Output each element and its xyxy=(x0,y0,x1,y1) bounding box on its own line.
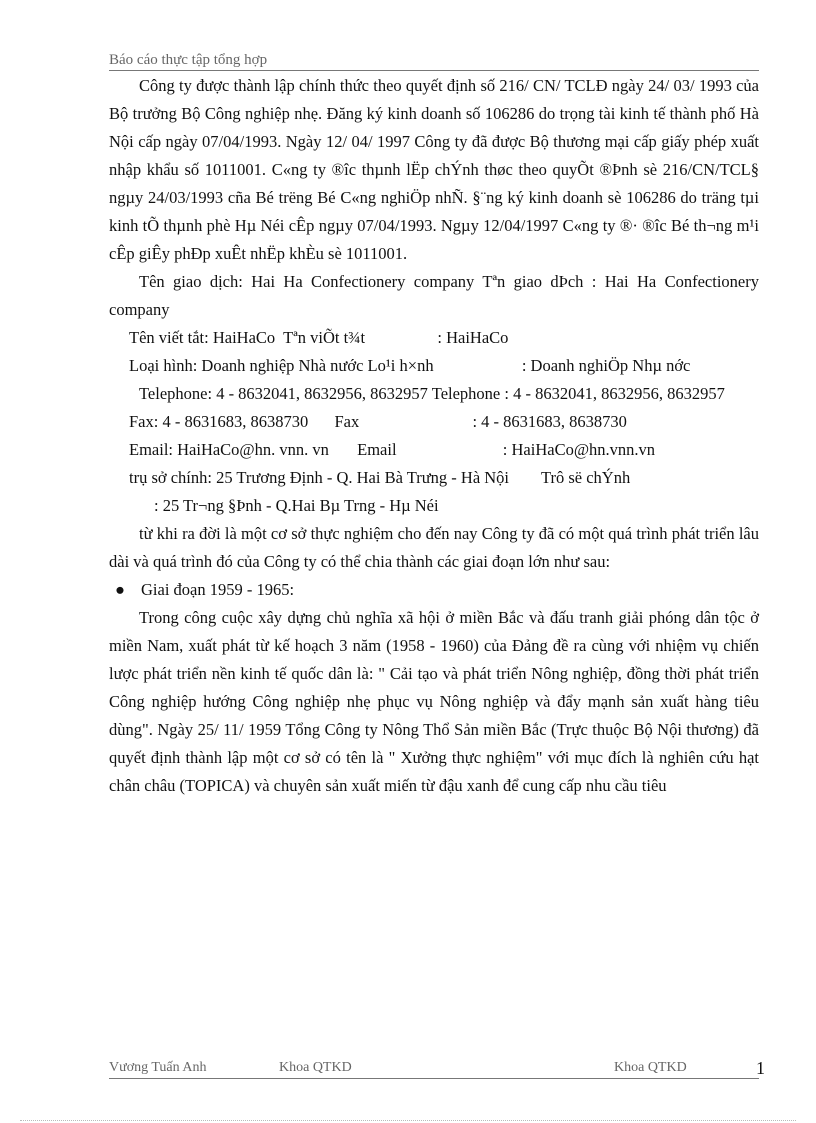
footer-department-duplicate: Khoa QTKD xyxy=(614,1060,687,1075)
paragraph-phase-1959-1965: Trong công cuộc xây dựng chủ nghĩa xã hội ở miền Bắc và đấu tranh giải phóng dân tộc ở miền Nam, xuất phát từ kế hoạch 3 năm (1958 - 1960) của Đảng đề ra cùng với nhiệm vụ chiến lược phát triển nền kinh tế quốc dân là: " Cải tạo và phát triển Nông nghiệp, đồng thời phát triển Công nghiệp hướng Công nghiệp nhẹ phục vụ Nông nghiệp và đẩy mạnh sản xuất hàng tiêu dùng". Ngày 25/ 11/ 1959 Tổng Công ty Nông Thổ Sản miền Bắc (Trực thuộc Bộ Nội thương) đã quyết định thành lập một cơ sở có tên là " Xưởng thực nghiệm" với mục đích là nghiên cứu hạt chân châu (TOPICA) và chuyên sản xuất miến từ đậu xanh để cung cấp nhu cầu tiêu xyxy=(109,608,759,795)
hq-label-legacy: Trô së chÝnh xyxy=(540,468,631,487)
email-label: Email: HaiHaCo@hn. vnn. vn xyxy=(129,440,329,459)
type-value-tail: ớc xyxy=(674,356,691,375)
paragraph-trade-name: Tên giao dịch: Hai Ha Confectionery company Tªn giao dÞch : Hai Ha Confectionery company xyxy=(109,272,759,319)
document-body xyxy=(109,72,759,800)
page-footer xyxy=(109,1058,765,1079)
hq-label: trụ sở chính: 25 Trương Định - Q. Hai Bà Trưng - Hà Nội xyxy=(129,468,510,487)
abbr-label-legacy: Tªn viÕt t¾t xyxy=(283,328,366,347)
paragraph-headquarters xyxy=(109,464,759,492)
paragraph-history-intro: từ khi ra đời là một cơ sở thực nghiệm cho đến nay Công ty đã có một quá trình phát triển lâu dài và quá trình đó của Công ty có thể chia thành các giai đoạn lớn như sau: xyxy=(109,524,759,571)
paragraph-fax xyxy=(109,408,759,436)
abbr-label: Tên viết tắt: HaiHaCo xyxy=(129,328,276,347)
type-value: : Doanh nghiÖp Nhµ n xyxy=(521,356,675,375)
page-header xyxy=(109,50,759,71)
paragraph-headquarters-legacy: : 25 Tr¬ng §Þnh - Q.Hai Bµ Trng - Hµ Néi xyxy=(154,496,439,515)
footer-department: Khoa QTKD xyxy=(279,1060,352,1075)
phase-heading: Giai đoạn 1959 - 1965: xyxy=(141,580,295,599)
abbr-value: : HaiHaCo xyxy=(437,328,509,347)
footer-author: Vương Tuấn Anh xyxy=(109,1060,207,1075)
paragraph-telephone: Telephone: 4 - 8632041, 8632956, 8632957 Telephone : 4 - 8632041, 8632956, 8632957 xyxy=(139,384,725,403)
email-value: : HaiHaCo@hn.vnn.vn xyxy=(502,440,656,459)
fax-label-legacy: Fax xyxy=(334,412,360,431)
paragraph-company-founding: Công ty được thành lập chính thức theo quyết định số 216/ CN/ TCLĐ ngày 24/ 03/ 1993 của Bộ trưởng Bộ Công nghiệp nhẹ. Đăng ký kinh doanh số 106286 do trọng tài kinh tế thành phố Hà Nội cấp ngày 07/04/1993. Ngày 12/ 04/ 1997 Công ty đã được Bộ thương mại cấp giấy phép xuất nhập khẩu số 1011001. C«ng ty ®îc thµnh lËp chÝnh thøc theo quyÕt ®Þnh sè 216/CN/TCL§ ngµy 24/03/1993 cña Bé trëng Bé C«ng nghiÖp nhÑ. §¨ng ký kinh doanh sè 106286 do träng tµi kinh tÕ thµnh phè Hµ Néi cÊp ngµy 07/04/1993. Ngµy 12/04/1997 C«ng ty ®· ®îc Bé th¬ng m¹i cÊp giÊy phÐp xuÊt nhËp khÈu sè 1011001. xyxy=(109,76,759,263)
paragraph-email xyxy=(109,436,759,464)
paragraph-abbreviation xyxy=(109,324,759,352)
page-number: 1 xyxy=(756,1058,765,1078)
paragraph-business-type xyxy=(109,352,759,380)
list-item xyxy=(109,576,759,604)
email-label-legacy: Email xyxy=(357,440,397,459)
bullet-icon: ● xyxy=(115,580,125,599)
fax-label: Fax: 4 - 8631683, 8638730 xyxy=(129,412,309,431)
page-bottom-divider xyxy=(20,1120,796,1121)
fax-value: : 4 - 8631683, 8638730 xyxy=(472,412,627,431)
report-title: Báo cáo thực tập tổng hợp xyxy=(109,52,268,68)
type-label: Loại hình: Doanh nghiệp Nhà nước Lo¹i h×nh xyxy=(129,356,434,375)
